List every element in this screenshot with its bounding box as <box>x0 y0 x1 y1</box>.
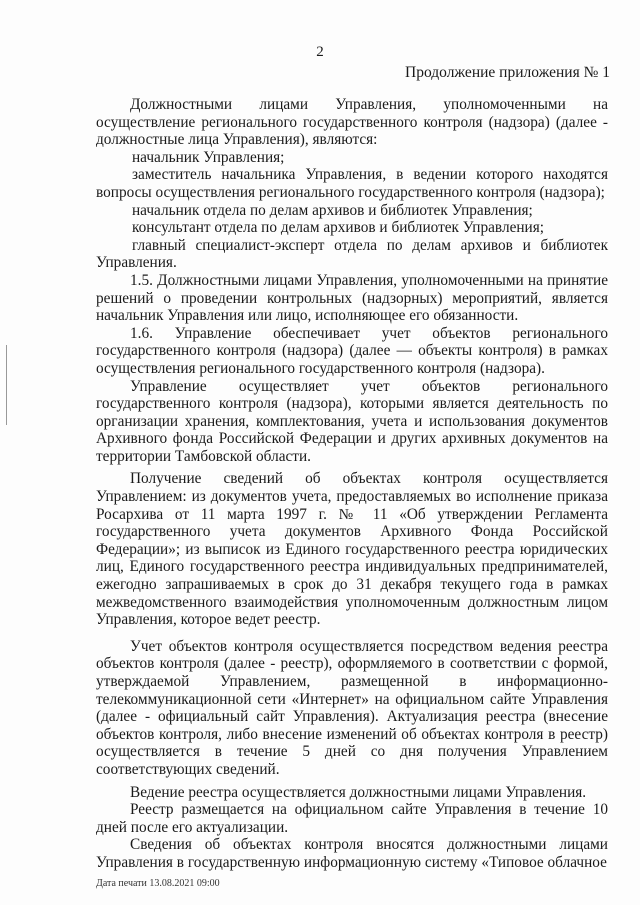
document-body <box>96 96 608 872</box>
page-number: 2 <box>316 44 324 60</box>
paragraph: Ведение реестра осуществляется должностными лицами Управления. <box>130 783 587 801</box>
paragraph: Сведения об объектах контроля вносятся должностными лицами Управления в государственную информационную систему «Типовое облачное <box>96 836 608 871</box>
list-item: начальник отдела по делам архивов и библиотек Управления; <box>132 201 533 219</box>
paragraph: 1.5. Должностными лицами Управления, уполномоченными на принятие решений о проведении контрольных (надзорных) мероприятий, является начальник Управления или лицо, исполняющее его обязанности. <box>96 271 608 325</box>
print-date: Дата печати 13.08.2021 09:00 <box>96 878 220 889</box>
margin-mark <box>6 345 7 425</box>
list-item: главный специалист-эксперт отдела по делам архивов и библиотек Управления. <box>96 236 608 272</box>
list-item: начальник Управления; <box>132 148 285 166</box>
list-item: заместитель начальника Управления, в ведении которого находятся вопросы осуществления регионального государственного контроля (надзора); <box>96 166 608 201</box>
continuation-note: Продолжение приложения № 1 <box>405 64 610 81</box>
paragraph: 1.6. Управление обеспечивает учет объектов регионального государственного контроля (надзора) (далее — объекты контроля) в рамках осуществления регионального государственного контроля (надзора). <box>96 324 608 377</box>
paragraph: Реестр размещается на официальном сайте Управления в течение 10 дней после его актуализации. <box>96 801 608 836</box>
paragraph: Управление осуществляет учет объектов регионального государственного контроля (надзора), которыми является деятельность по организации хранения, комплектования, учета и использования документов Архивного фонда Российской Федерации и других архивных документов на территории Тамбовской области. <box>96 377 608 465</box>
paragraph: Учет объектов контроля осуществляется посредством ведения реестра объектов контроля (далее - реестр), оформляемого в соответствии с формой, утверждаемой Управлением, размещенной в информационно-телекоммуникационной сети «Интернет» на официальном сайте Управления (далее - официальный сайт Управления). Актуализация реестра (внесение объектов контроля, либо внесение изменений об объектах контроля в реестр) осуществляется в течение 5 дней со дня получения Управлением соответствующих сведений. <box>96 637 608 778</box>
paragraph: Получение сведений об объектах контроля осуществляется Управлением: из документов учета, предоставляемых во исполнение приказа Росархива от 11 марта 1997 г. № 11 «Об утверждении Регламента государственного учета документов Архивного Фонда Российской Федерации»; из выписок из Единого государственного реестра юридических лиц, Единого государственного реестра индивидуальных предпринимателей, ежегодно запрашиваемых в срок до 31 декабря текущего года в рамках межведомственного взаимодействия уполномоченным должностным лицом Управления, которое ведет реестр. <box>96 470 608 629</box>
list-item: консультант отдела по делам архивов и библиотек Управления; <box>132 219 545 237</box>
paragraph: Должностными лицами Управления, уполномоченными на осуществление регионального государственного контроля (надзора) (далее - должностные лица Управления), являются: <box>96 96 608 149</box>
